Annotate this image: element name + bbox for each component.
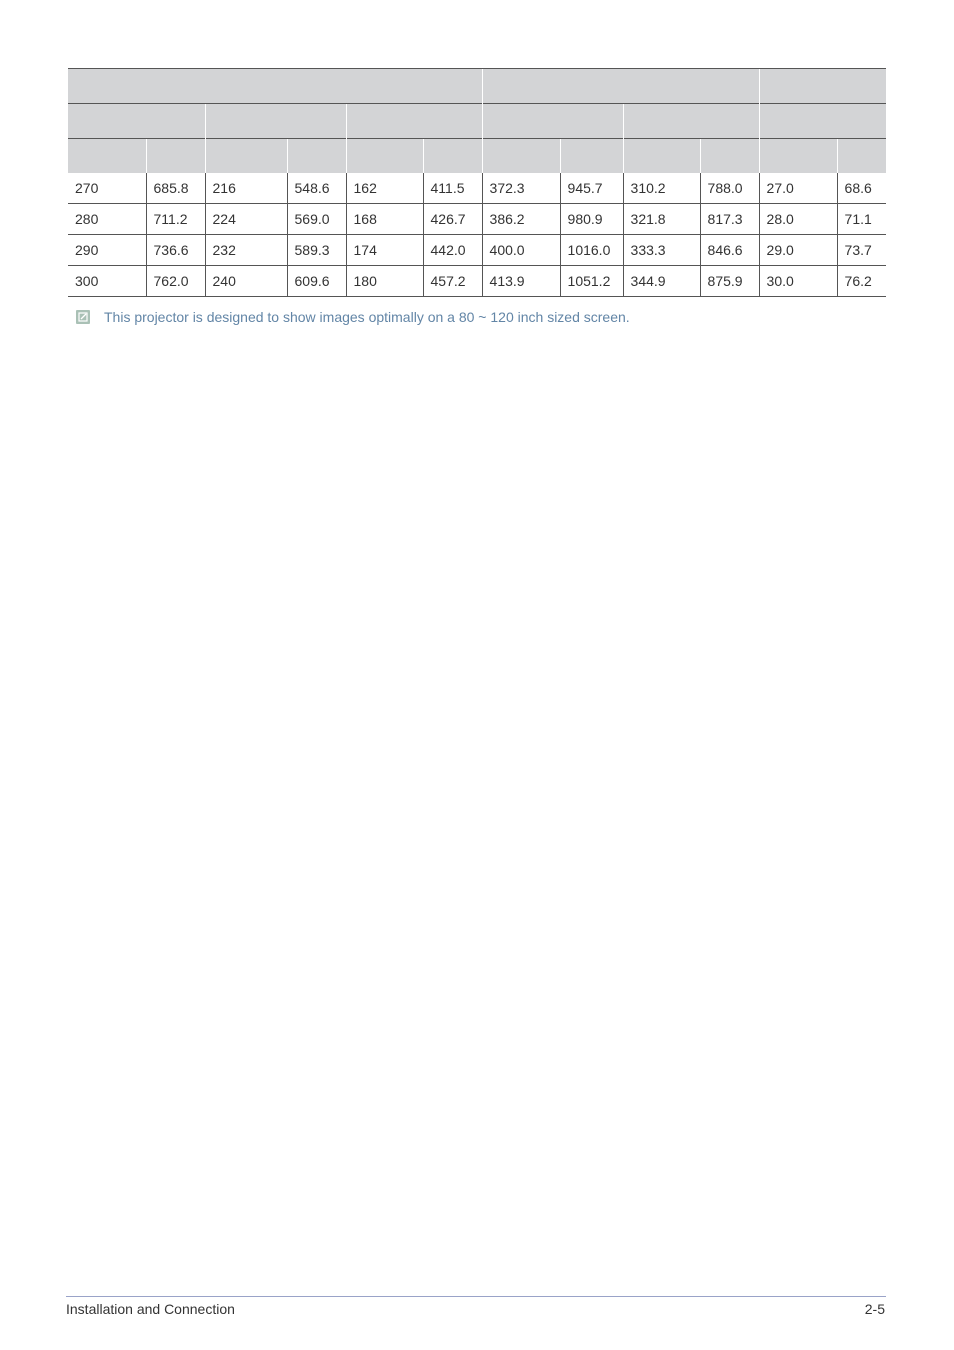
table-cell: 280 [68, 204, 146, 235]
table-cell: 290 [68, 235, 146, 266]
header-cell [482, 69, 759, 104]
header-cell [205, 104, 346, 139]
table-cell: 980.9 [560, 204, 623, 235]
table-cell: 180 [346, 266, 423, 297]
header-cell [759, 139, 837, 174]
header-row-2 [68, 104, 886, 139]
table-cell: 30.0 [759, 266, 837, 297]
table-cell: 174 [346, 235, 423, 266]
header-cell [759, 104, 886, 139]
table-cell: 788.0 [700, 173, 759, 204]
header-cell [623, 139, 700, 174]
header-cell [759, 69, 886, 104]
header-row-1 [68, 69, 886, 104]
table-cell: 71.1 [837, 204, 886, 235]
header-cell [423, 139, 482, 174]
header-cell [482, 139, 560, 174]
table-cell: 457.2 [423, 266, 482, 297]
table-cell: 333.3 [623, 235, 700, 266]
table-cell: 548.6 [287, 173, 346, 204]
note-icon [76, 310, 90, 324]
table-cell: 817.3 [700, 204, 759, 235]
table-row [68, 173, 886, 204]
table-row [68, 235, 886, 266]
header-cell [346, 104, 482, 139]
header-cell [146, 139, 205, 174]
header-cell [287, 139, 346, 174]
table-cell: 73.7 [837, 235, 886, 266]
table-cell: 1051.2 [560, 266, 623, 297]
page-number: 2-5 [864, 1301, 885, 1317]
footer-divider [66, 1296, 886, 1297]
table-row [68, 204, 886, 235]
table-header [68, 69, 886, 174]
table-cell: 609.6 [287, 266, 346, 297]
table-cell: 68.6 [837, 173, 886, 204]
table-cell: 270 [68, 173, 146, 204]
table-cell: 344.9 [623, 266, 700, 297]
table-cell: 426.7 [423, 204, 482, 235]
table-cell: 589.3 [287, 235, 346, 266]
header-cell [837, 139, 886, 174]
note [76, 309, 630, 325]
header-cell [68, 69, 482, 104]
footer-section-title: Installation and Connection [66, 1301, 235, 1317]
header-cell [623, 104, 759, 139]
header-cell [700, 139, 759, 174]
table-cell: 1016.0 [560, 235, 623, 266]
table-cell: 875.9 [700, 266, 759, 297]
table-cell: 29.0 [759, 235, 837, 266]
table-cell: 569.0 [287, 204, 346, 235]
table-cell: 232 [205, 235, 287, 266]
table-cell: 76.2 [837, 266, 886, 297]
table-cell: 240 [205, 266, 287, 297]
table-cell: 736.6 [146, 235, 205, 266]
header-cell [205, 139, 287, 174]
header-row-3 [68, 139, 886, 174]
table-cell: 413.9 [482, 266, 560, 297]
header-cell [560, 139, 623, 174]
header-cell [68, 104, 205, 139]
table-cell: 372.3 [482, 173, 560, 204]
table-cell: 300 [68, 266, 146, 297]
header-cell [68, 139, 146, 174]
table-cell: 711.2 [146, 204, 205, 235]
header-cell [482, 104, 623, 139]
table-cell: 224 [205, 204, 287, 235]
table-cell: 28.0 [759, 204, 837, 235]
table-cell: 310.2 [623, 173, 700, 204]
table-body [68, 173, 886, 297]
table-cell: 411.5 [423, 173, 482, 204]
table-cell: 945.7 [560, 173, 623, 204]
table-cell: 762.0 [146, 266, 205, 297]
table-row [68, 266, 886, 297]
table-cell: 400.0 [482, 235, 560, 266]
table-cell: 442.0 [423, 235, 482, 266]
table-cell: 162 [346, 173, 423, 204]
table-cell: 846.6 [700, 235, 759, 266]
note-text: This projector is designed to show images optimally on a 80 ~ 120 inch sized screen. [104, 309, 630, 325]
table-cell: 321.8 [623, 204, 700, 235]
table-cell: 168 [346, 204, 423, 235]
header-cell [346, 139, 423, 174]
table-cell: 216 [205, 173, 287, 204]
table-cell: 685.8 [146, 173, 205, 204]
table-cell: 386.2 [482, 204, 560, 235]
table-cell: 27.0 [759, 173, 837, 204]
screen-size-table [68, 68, 886, 297]
